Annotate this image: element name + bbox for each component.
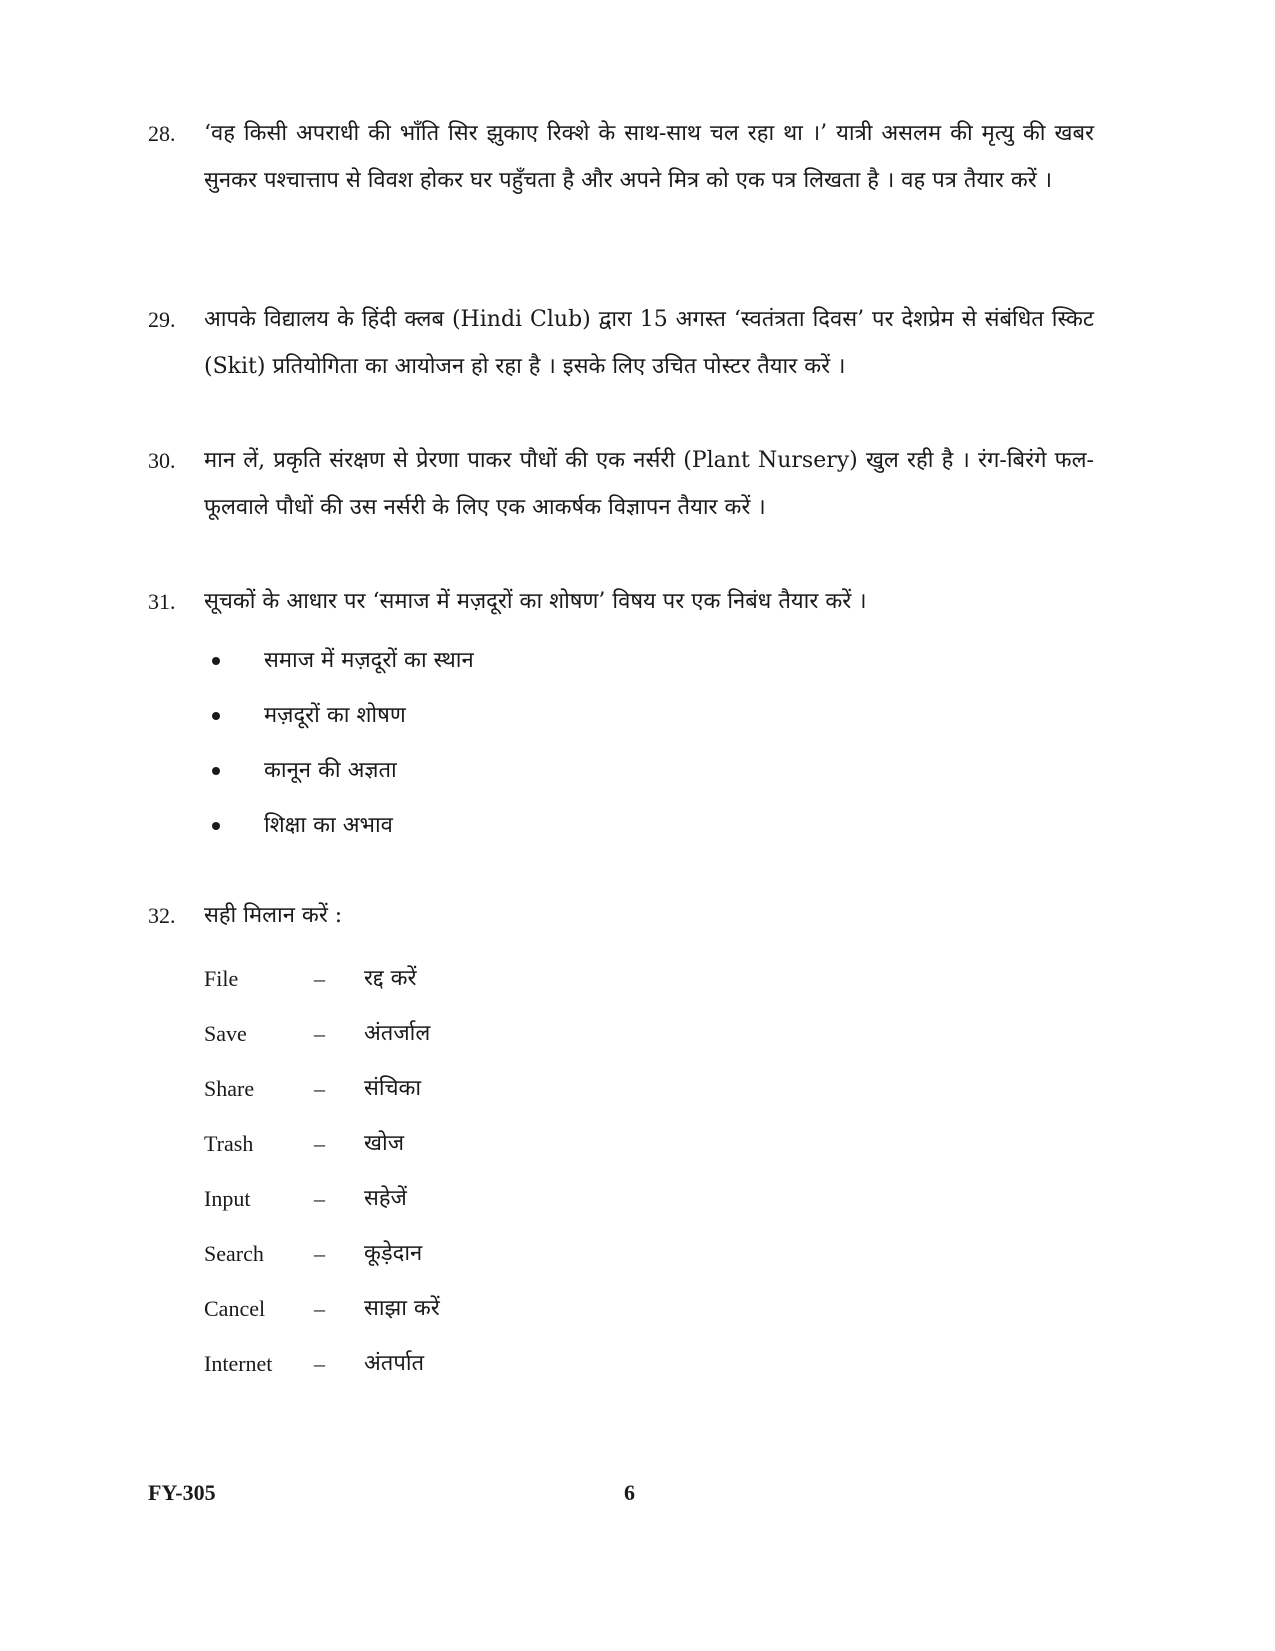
question-31 xyxy=(148,578,1098,853)
english-term: Search xyxy=(204,1241,264,1266)
question-text: आपके विद्यालय के हिंदी क्लब (Hindi Club) द्वारा 15 अगस्त ‘स्वतंत्रता दिवस’ पर देशप्रेम से संबंधित स्किट (Skit) प्रतियोगिता का आयोजन हो रहा है । इसके लिए उचित पोस्टर तैयार करें । xyxy=(204,307,1094,379)
match-row xyxy=(204,1336,1098,1391)
hindi-term: अंतर्जाल xyxy=(364,1021,431,1046)
hindi-term: कूड़ेदान xyxy=(364,1241,423,1266)
match-row xyxy=(204,1281,1098,1336)
question-text: मान लें, प्रकृति संरक्षण से प्रेरणा पाकर पौधों की एक नर्सरी (Plant Nursery) खुल रही है । रंग-बिरंगे फल-फूलवाले पौधों की उस नर्सरी के लिए एक आकर्षक विज्ञापन तैयार करें । xyxy=(204,448,1094,520)
match-row xyxy=(204,1226,1098,1281)
page-footer xyxy=(148,1480,1098,1510)
list-item xyxy=(204,798,1098,853)
paper-code: FY-305 xyxy=(148,1480,216,1505)
english-term: Trash xyxy=(204,1131,254,1156)
hindi-term: संचिका xyxy=(364,1076,422,1101)
point-text: समाज में मज़दूरों का स्थान xyxy=(264,648,474,673)
point-text: कानून की अज्ञता xyxy=(264,758,397,783)
question-number: 31. xyxy=(148,589,176,614)
question-number: 32. xyxy=(148,903,176,928)
question-number: 30. xyxy=(148,448,176,473)
match-row xyxy=(204,1171,1098,1226)
dash: – xyxy=(314,966,325,991)
question-text: ‘वह किसी अपराधी की भाँति सिर झुकाए रिक्शे के साथ-साथ चल रहा था ।’ यात्री असलम की मृत्यु की खबर सुनकर पश्चात्ताप से विवश होकर घर पहुँचता है और अपने मित्र को एक पत्र लिखता है । वह पत्र तैयार करें । xyxy=(204,121,1094,193)
hindi-term: रद्द करें xyxy=(364,966,417,991)
dash: – xyxy=(314,1076,325,1101)
bullet-icon xyxy=(212,712,220,720)
hindi-term: खोज xyxy=(364,1131,405,1156)
english-term: Share xyxy=(204,1076,255,1101)
point-text: मज़दूरों का शोषण xyxy=(264,703,406,728)
page-number: 6 xyxy=(624,1480,635,1505)
hindi-term: अंतर्पात xyxy=(364,1351,425,1376)
question-text: सूचकों के आधार पर ‘समाज में मज़दूरों का शोषण’ विषय पर एक निबंध तैयार करें । xyxy=(204,589,867,614)
bullet-icon xyxy=(212,822,220,830)
match-row xyxy=(204,1116,1098,1171)
dash: – xyxy=(314,1351,325,1376)
dash: – xyxy=(314,1296,325,1321)
hindi-term: सहेजें xyxy=(364,1186,407,1211)
bullet-icon xyxy=(212,767,220,775)
point-text: शिक्षा का अभाव xyxy=(264,813,393,838)
question-29 xyxy=(148,296,1098,390)
question-30 xyxy=(148,437,1098,531)
match-table xyxy=(204,951,1098,1391)
essay-points-list xyxy=(204,633,1098,853)
match-row xyxy=(204,1061,1098,1116)
dash: – xyxy=(314,1241,325,1266)
english-term: Save xyxy=(204,1021,247,1046)
dash: – xyxy=(314,1131,325,1156)
english-term: Internet xyxy=(204,1351,273,1376)
list-item xyxy=(204,633,1098,688)
list-item xyxy=(204,743,1098,798)
english-term: Input xyxy=(204,1186,251,1211)
question-number: 29. xyxy=(148,307,176,332)
question-number: 28. xyxy=(148,121,176,146)
question-32 xyxy=(148,892,1098,1391)
dash: – xyxy=(314,1186,325,1211)
english-term: File xyxy=(204,966,239,991)
question-text: सही मिलान करें : xyxy=(204,903,343,928)
match-row xyxy=(204,951,1098,1006)
bullet-icon xyxy=(212,657,220,665)
match-row xyxy=(204,1006,1098,1061)
list-item xyxy=(204,688,1098,743)
hindi-term: साझा करें xyxy=(364,1296,440,1321)
english-term: Cancel xyxy=(204,1296,266,1321)
question-28 xyxy=(148,110,1098,204)
dash: – xyxy=(314,1021,325,1046)
